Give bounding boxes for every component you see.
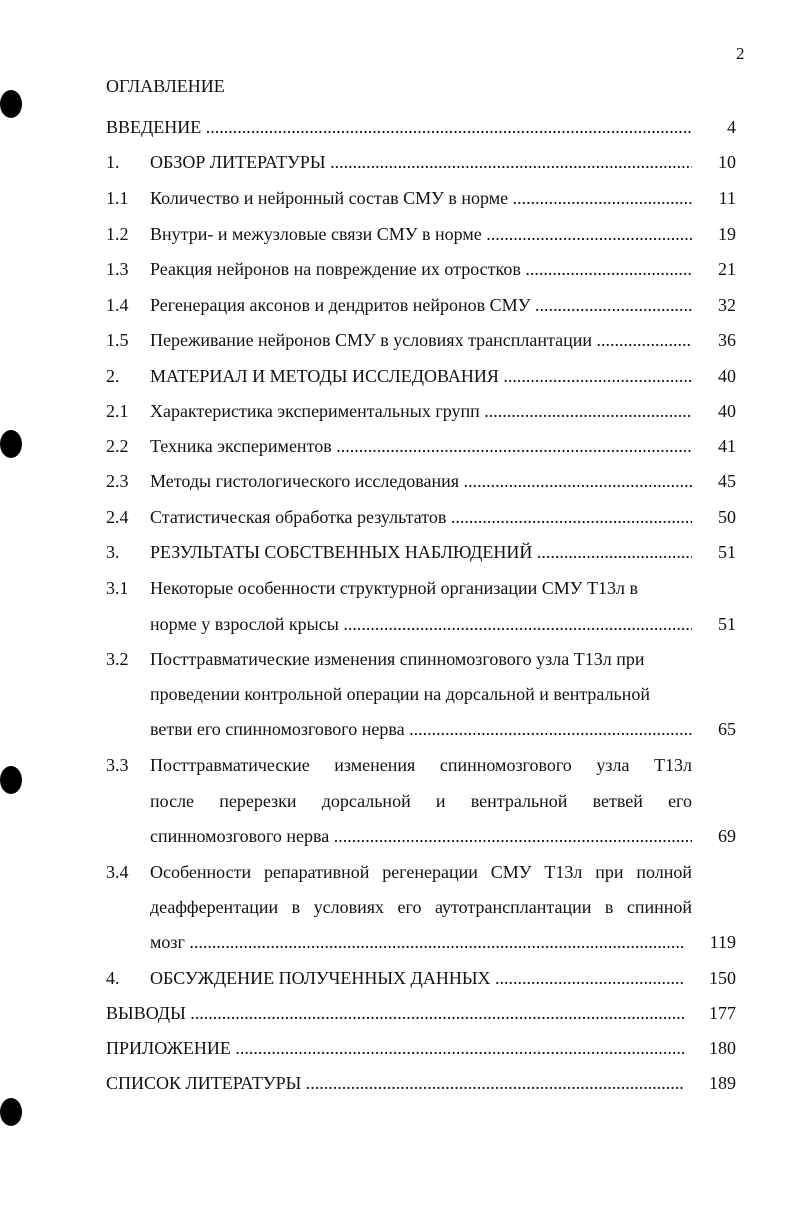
toc-entry — [106, 649, 736, 673]
toc-entry-page: 32 — [718, 295, 736, 315]
toc-entry — [106, 259, 736, 283]
toc-entry-title: ПРИЛОЖЕНИЕ ..... — [106, 1038, 684, 1059]
toc-entry-title: ОБСУЖДЕНИЕ ПОЛУЧЕННЫХ ДАННЫХ ..... — [150, 968, 684, 989]
toc-entry-page: 150 — [709, 968, 736, 988]
toc-entry-title-line: Посттравматические изменения спинномозгового узла Т13л при — [150, 649, 645, 669]
toc-entry — [106, 968, 736, 992]
toc-entry — [106, 152, 736, 176]
toc-entry-continuation — [106, 614, 736, 638]
toc-entry — [106, 224, 736, 248]
toc-entry-continuation — [106, 791, 736, 815]
toc-entry — [106, 578, 736, 602]
toc-entry-page: 180 — [709, 1038, 736, 1058]
toc-entry-number: 1.5 — [106, 330, 129, 350]
toc-entry-page: 11 — [718, 188, 736, 208]
toc-entry-title: Внутри- и межузловые связи СМУ в норме ..... — [150, 224, 692, 245]
page-number: 2 — [736, 44, 745, 63]
toc-entry-number: 2.1 — [106, 401, 129, 421]
toc-entry-title-line: после перерезки дорсальной и вентральной ветвей его — [150, 791, 692, 811]
toc-entry-page: 21 — [718, 259, 736, 279]
toc-entry-title-line: ветви его спинномозгового нерва ..... — [150, 719, 692, 740]
toc-entry-title: ОБЗОР ЛИТЕРАТУРЫ ..... — [150, 152, 692, 173]
toc-entry-page: 40 — [718, 401, 736, 421]
toc-entry-title-line: проведении контрольной операции на дорсальной и вентральной — [150, 684, 651, 704]
toc-entry-page: 189 — [709, 1073, 736, 1093]
toc-entry-title-line: Особенности репаративной регенерации СМУ Т13л при полной — [150, 862, 692, 882]
toc-entry-number: 2.3 — [106, 471, 129, 491]
toc-entry-page: 119 — [709, 932, 736, 952]
toc-entry-page: 10 — [718, 152, 736, 172]
toc-title: ОГЛАВЛЕНИЕ — [106, 76, 225, 96]
toc-entry-title-line: мозг ..... — [150, 932, 684, 953]
toc-entry-page: 36 — [718, 330, 736, 350]
toc-entry-page: 51 — [718, 614, 736, 634]
toc-entry — [106, 755, 736, 779]
toc-entry-title: Методы гистологического исследования ..... — [150, 471, 692, 492]
toc-entry — [106, 1038, 736, 1062]
toc-entry-page: 177 — [709, 1003, 736, 1023]
punch-hole — [0, 1098, 22, 1126]
toc-entry-title: ВЫВОДЫ ..... — [106, 1003, 684, 1024]
toc-entry-number: 3.2 — [106, 649, 129, 669]
toc-entry-title: СПИСОК ЛИТЕРАТУРЫ ..... — [106, 1073, 684, 1094]
toc-entry-page: 50 — [718, 507, 736, 527]
punch-hole — [0, 90, 22, 118]
toc-entry-title: Количество и нейронный состав СМУ в норме ..... — [150, 188, 692, 209]
toc-entry-title-line: норме у взрослой крысы ..... — [150, 614, 692, 635]
toc-entry — [106, 1073, 736, 1097]
toc-entry-title: Техника экспериментов ..... — [150, 436, 692, 457]
toc-entry-number: 1.2 — [106, 224, 129, 244]
toc-entry-continuation — [106, 932, 736, 956]
toc-entry-number: 3. — [106, 542, 120, 562]
punch-hole — [0, 430, 22, 458]
toc-entry — [106, 507, 736, 531]
toc-entry-title: Статистическая обработка результатов ..... — [150, 507, 692, 528]
toc-entry-title-line: Посттравматические изменения спинномозгового узла Т13л — [150, 755, 692, 775]
toc-entry-title: Переживание нейронов СМУ в условиях трансплантации ..... — [150, 330, 692, 351]
toc-entry — [106, 188, 736, 212]
toc-entry-title-line: Некоторые особенности структурной организации СМУ Т13л в — [150, 578, 638, 598]
toc-entry — [106, 295, 736, 319]
toc-entry-continuation — [106, 826, 736, 850]
toc-entry-title: Реакция нейронов на повреждение их отростков ..... — [150, 259, 692, 280]
toc-entry — [106, 1003, 736, 1027]
toc-entry-number: 2. — [106, 366, 120, 386]
toc-entry-number: 4. — [106, 968, 120, 988]
toc-entry-number: 1. — [106, 152, 120, 172]
toc-entry-page: 45 — [718, 471, 736, 491]
toc-entry — [106, 117, 736, 141]
toc-entry-number: 1.3 — [106, 259, 129, 279]
toc-entry-page: 19 — [718, 224, 736, 244]
toc-entry-page: 69 — [718, 826, 736, 846]
toc-entry-continuation — [106, 897, 736, 921]
toc-entry — [106, 330, 736, 354]
toc-entry-page: 65 — [718, 719, 736, 739]
toc-entry — [106, 471, 736, 495]
toc-entry — [106, 401, 736, 425]
toc-entry-continuation — [106, 684, 736, 708]
toc-entry-title: РЕЗУЛЬТАТЫ СОБСТВЕННЫХ НАБЛЮДЕНИЙ ..... — [150, 542, 692, 563]
toc-entry-title: МАТЕРИАЛ И МЕТОДЫ ИССЛЕДОВАНИЯ ..... — [150, 366, 692, 387]
toc-entry-page: 40 — [718, 366, 736, 386]
toc-entry-title-line: деафферентации в условиях его аутотрансплантации в спинной — [150, 897, 692, 917]
toc-entry-number: 2.4 — [106, 507, 129, 527]
toc-entry-number: 2.2 — [106, 436, 129, 456]
toc-entry-number: 3.1 — [106, 578, 129, 598]
toc-entry-number: 3.3 — [106, 755, 129, 775]
toc-entry — [106, 542, 736, 566]
toc-entry-continuation — [106, 719, 736, 743]
toc-entry-title: ВВЕДЕНИЕ ..... — [106, 117, 692, 138]
toc-entry — [106, 862, 736, 886]
toc-entry-number: 1.1 — [106, 188, 129, 208]
toc-entry-number: 3.4 — [106, 862, 129, 882]
toc-entry-title: Регенерация аксонов и дендритов нейронов СМУ ..... — [150, 295, 692, 316]
toc-entry-title-line: спинномозгового нерва ..... — [150, 826, 692, 847]
toc-entry-page: 51 — [718, 542, 736, 562]
toc-entry-number: 1.4 — [106, 295, 129, 315]
punch-hole — [0, 766, 22, 794]
toc-entry-page: 4 — [727, 117, 736, 137]
toc-entry-page: 41 — [718, 436, 736, 456]
toc-entry — [106, 366, 736, 390]
toc-entry-title: Характеристика экспериментальных групп ..... — [150, 401, 692, 422]
toc-entry — [106, 436, 736, 460]
